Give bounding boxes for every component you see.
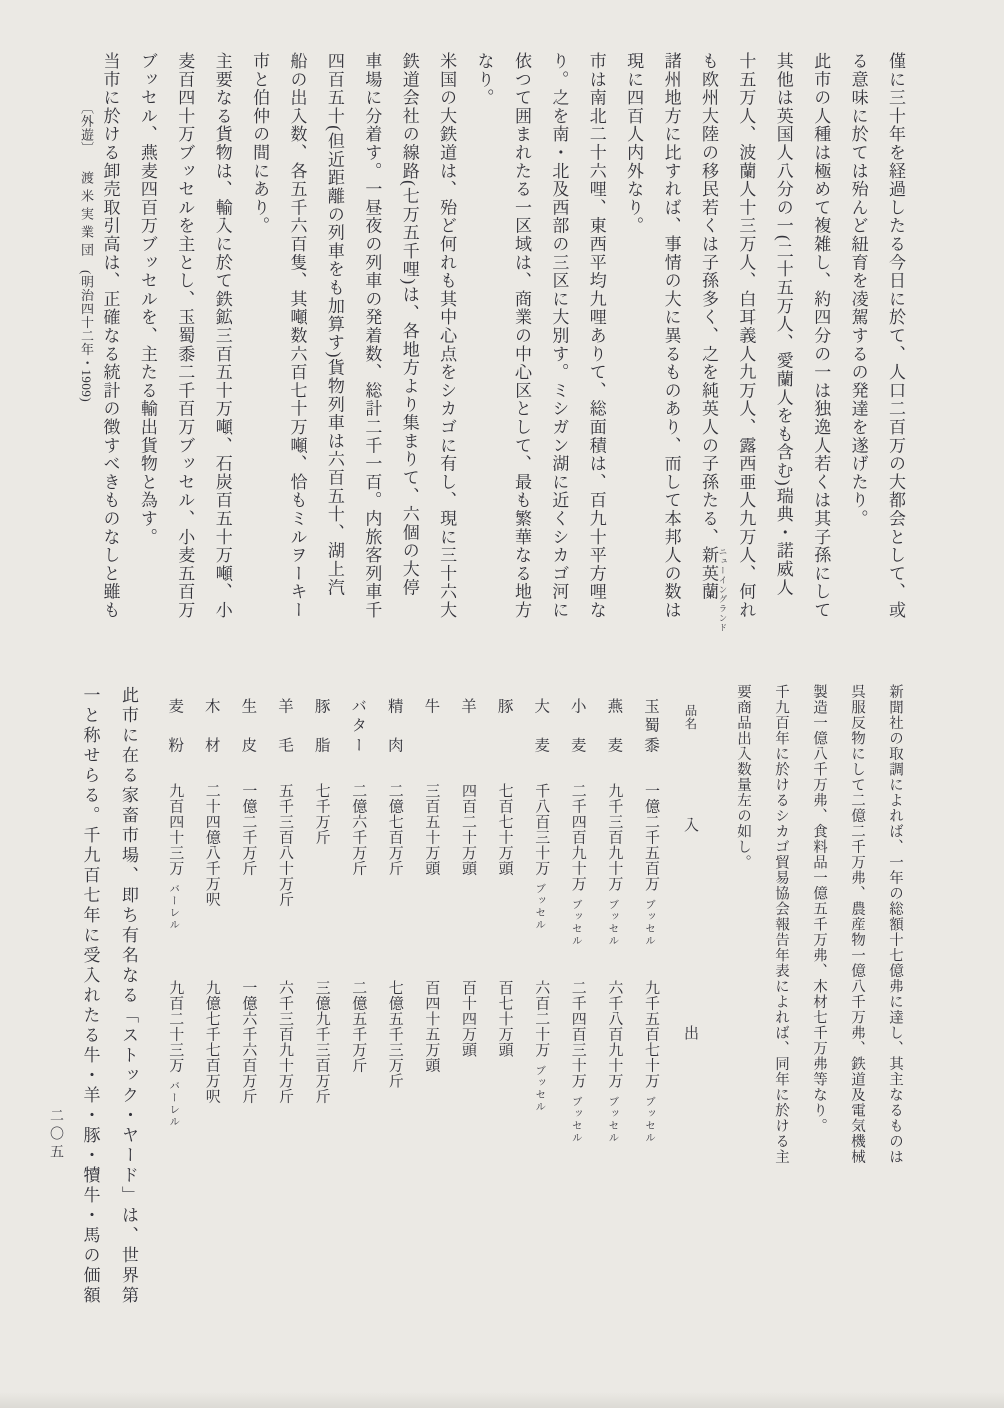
item-name (375, 698, 413, 752)
item-name (448, 698, 486, 752)
text-column: 麦百四十万ブッセルを主とし、玉蜀黍二千百万ブッセル、小麦五百万 (175, 52, 195, 620)
furigana-new-england: ニューイングランド (718, 547, 728, 633)
table-row (338, 690, 376, 1360)
item-name-char: 豚 (495, 698, 513, 714)
outbound-value: 三億九千三百万斤 (313, 980, 330, 1104)
outbound-value: 百七十万頭 (496, 980, 513, 1058)
text-column: 僅に三十年を経過したる今日に於て、人口二百万の大都会として、或 (886, 52, 905, 620)
text-column: 現に四百人内外なり。 (624, 52, 644, 235)
item-name (485, 698, 523, 752)
text-column: 其他は英国人八分の一(二十五万人、愛蘭人をも含む)瑞典・諾威人 (773, 52, 793, 597)
item-name-char: 麦 (532, 736, 550, 752)
inbound-value: 一億二千万斤 (240, 783, 257, 876)
item-name-char: 麦 (568, 736, 586, 752)
text-column: 諸州地方に比すれば、事情の大に異るものあり、而して本邦人の数は (661, 52, 681, 620)
item-name-char: 羊 (276, 698, 293, 714)
unit-label: ブッセル (644, 898, 655, 947)
item-name-char: 毛 (276, 736, 293, 752)
running-head-year: (明治四十二年・1909) (79, 270, 94, 403)
text-column: 市と伯仲の間にあり。 (250, 52, 270, 235)
outbound-value: 九億七千七百万呎 (203, 980, 220, 1104)
item-name-char: 黍 (642, 736, 659, 752)
table-row (448, 690, 486, 1360)
table-row (558, 690, 596, 1360)
item-name-char: 小 (568, 698, 586, 714)
header-item-name: 品名 (683, 704, 697, 730)
text-column: 車場に分着す。一昼夜の列車の発着数、総計二千一百。内旅客列車千 (362, 52, 382, 620)
item-name-char: バ (349, 698, 367, 714)
unit-label: ブッセル (570, 898, 582, 947)
inbound-value: 千八百三十万ブッセル (533, 783, 550, 931)
item-name-char: 豚 (312, 698, 330, 714)
item-name (192, 698, 230, 752)
running-head-title: 渡米実業団 (79, 171, 94, 261)
item-name-char: 生 (239, 698, 257, 714)
text-column: 製造一億八千万弗、食料品一億五千万弗、木材七千万弗等なり。 (811, 684, 827, 1134)
text-column: も欧州大陸の移民若くは子孫多く、之を純英人の子孫たる、新英蘭 (698, 52, 718, 601)
inbound-value: 二千四百九十万ブッセル (569, 783, 586, 947)
table-row (485, 690, 523, 1360)
statistics-intro-block (724, 684, 914, 1192)
text-column: 呉服反物にして二億二千万弗、農産物一億八千万弗、鉄道及電気機械 (849, 684, 865, 1165)
text-column: 船の出入数、各五千六百隻、其噸数六百七十万噸、恰もミルヲーキー (287, 52, 307, 620)
text-column: 此市の人種は極めて複雑し、約四分の一は独逸人若くは其子孫にして (811, 52, 831, 620)
text-column: る意味に於ては殆んど紐育を凌駕するの発達を遂げたり。 (848, 52, 868, 528)
item-name-char: 蜀 (642, 717, 659, 733)
unit-label: ブッセル (570, 1095, 582, 1144)
outbound-value: 二千四百三十万ブッセル (569, 980, 586, 1144)
text-column: 依つて囲まれたる一区域は、商業の中心区として、最も繁華なる地方 (511, 52, 531, 620)
outbound-value: 六百二十万ブッセル (533, 980, 550, 1113)
text-column: 千九百年に於けるシカゴ貿易協会報告年表によれば、同年に於ける主 (773, 684, 789, 1165)
inbound-value: 七百七十万頭 (496, 783, 513, 876)
text-column: 要商品出入数量左の如し。 (735, 684, 751, 870)
table-row (265, 690, 303, 1360)
item-name-char: 精 (385, 698, 403, 714)
item-name-char: 皮 (239, 736, 257, 752)
outbound-value: 百四十五万頭 (423, 980, 440, 1073)
unit-label: ブッセル (644, 1095, 655, 1144)
outbound-value: 九百二十三万バーレル (167, 980, 184, 1128)
text-column: 此市に在る家畜市場、即ち有名なる「ストック・ヤード」は、世界第 (119, 686, 138, 1306)
item-name-char: タ (349, 717, 367, 733)
table-row (521, 690, 559, 1360)
outbound-value: 二億五千万斤 (350, 980, 367, 1073)
text-column: り。之を南・北及西部の三区に大別す。ミシガン湖に近くシカゴ河に (549, 52, 569, 620)
running-head-section: 〔外遊〕 (79, 101, 94, 155)
text-column: 米国の大鉄道は、殆ど何れも其中心点をシカゴに有し、現に三十六大 (437, 52, 457, 620)
item-name (338, 698, 376, 752)
inbound-value: 三百五十万頭 (423, 783, 440, 876)
item-name-char: 玉 (642, 698, 659, 714)
item-name (631, 698, 669, 752)
text-column: 鉄道会社の線路(七万五千哩)は、各地方より集まりて、六個の大停 (399, 52, 419, 597)
text-column: 四百五十(但近距離の列車をも加算す)貨物列車は六百五十、湖上汽 (324, 52, 344, 597)
page-number: 二〇五 (48, 1108, 63, 1162)
text-column: 当市に於ける卸売取引高は、正確なる統計の徴すべきものなしと雖も (100, 52, 120, 620)
running-head (76, 101, 96, 441)
text-column: 十五万人、波蘭人十三万人、白耳義人九万人、露西亜人九万人、何れ (736, 52, 756, 620)
item-name-char: 大 (532, 698, 550, 714)
outbound-value: 七億五千三万斤 (386, 980, 403, 1089)
item-name-char: 牛 (422, 698, 440, 714)
item-name-char: 材 (202, 736, 220, 752)
inbound-value: 一億二千五百万ブッセル (643, 783, 659, 947)
item-name-char: 粉 (166, 736, 184, 752)
table-row (375, 690, 413, 1360)
text-column: なり。 (474, 52, 494, 107)
outbound-value: 六千三百九十万斤 (277, 980, 293, 1104)
table-row (228, 690, 266, 1360)
inbound-value: 七千万斤 (313, 783, 330, 845)
item-name-char: 麦 (166, 698, 184, 714)
table-row (192, 690, 230, 1360)
text-column: 主要なる貨物は、輸入に於て鉄鉱三百五十万噸、石炭百五十万噸、小 (212, 52, 232, 620)
inbound-value: 二億七百万斤 (386, 783, 403, 876)
text-column: ブッセル、燕麦四百万ブッセルを、主たる輸出貨物と為す。 (137, 52, 157, 547)
outbound-value: 六千八百九十万ブッセル (606, 980, 623, 1144)
inbound-value: 九百四十三万バーレル (167, 783, 184, 931)
outbound-value: 百十四万頭 (460, 980, 476, 1058)
unit-label: バーレル (168, 883, 180, 931)
stockyards-text-block (70, 686, 147, 1318)
inbound-value: 四百二十万頭 (460, 783, 476, 876)
header-outbound: 出 (682, 1025, 698, 1040)
inbound-value: 二億六千万斤 (350, 783, 367, 876)
text-column: 一と称せらる。千九百七年に受入れたる牛・羊・豚・犢牛・馬の価額 (80, 686, 100, 1306)
inbound-value: 二十四億八千万呎 (203, 783, 220, 907)
table-row (594, 690, 632, 1360)
header-inbound: 入 (682, 817, 698, 832)
trade-table-header (671, 690, 709, 1360)
unit-label: ブッセル (607, 898, 619, 947)
unit-label: ブッセル (534, 1064, 546, 1113)
inbound-value: 九千三百九十万ブッセル (606, 783, 623, 947)
item-name (265, 698, 303, 752)
inbound-value: 五千三百八十万斤 (277, 783, 293, 907)
item-name (411, 698, 449, 752)
text-column: 市は南北二十六哩、東西平均九哩ありて、総面積は、百九十平方哩な (586, 52, 606, 620)
item-name (302, 698, 340, 752)
outbound-value: 九千五百七十万ブッセル (643, 980, 659, 1144)
table-row (155, 690, 193, 1360)
item-name (228, 698, 266, 752)
item-name (558, 698, 596, 752)
outbound-value: 一億六千六百万斤 (240, 980, 257, 1104)
text-column: 新聞社の取調によれば、一年の総額十七億弗に達し、其主なるものは (887, 684, 903, 1165)
item-name-char: ー (349, 736, 367, 752)
item-name (155, 698, 193, 752)
main-text-block (91, 52, 914, 700)
item-name (594, 698, 632, 752)
item-name-char: 脂 (312, 736, 330, 752)
table-row (302, 690, 340, 1360)
unit-label: バーレル (168, 1080, 180, 1128)
item-name (521, 698, 559, 752)
table-row (631, 690, 669, 1360)
table-row (411, 690, 449, 1360)
item-name-char: 羊 (459, 698, 476, 714)
item-name-char: 肉 (385, 736, 403, 752)
item-name-char: 燕 (605, 698, 623, 714)
unit-label: ブッセル (534, 883, 546, 931)
unit-label: ブッセル (607, 1095, 619, 1144)
item-name-char: 木 (202, 698, 220, 714)
item-name-char: 麦 (605, 736, 623, 752)
